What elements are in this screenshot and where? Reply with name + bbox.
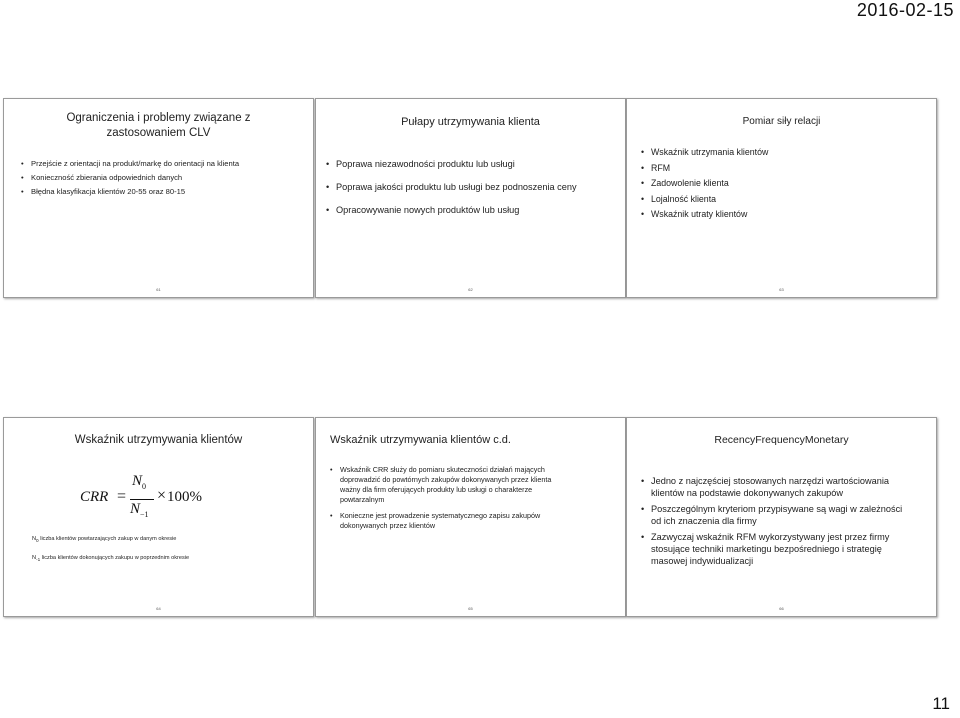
list-item: • Konieczne jest prowadzenie systematycznego zapisu zakupów dokonywanych przez klientów: [330, 511, 569, 531]
formula-lhs: CRR: [80, 489, 109, 505]
fraction-bar: [130, 499, 154, 500]
definition-item: $N_{-1}$ liczba klientów dokonujących zakupu w poprzednim okresie: [32, 555, 190, 563]
list-item: • Błędna klasyfikacja klientów 20-55 oraz 80-15: [21, 185, 303, 199]
list-item: • Zazwyczaj wskaźnik RFM wykorzystywany jest przez firmy stosujące techniki marketingu bezpośredniego i strategię masowej indywidualizacji: [641, 531, 906, 567]
formula-numerator: $N_0$: [132, 473, 147, 491]
list-item: • Wskaźnik utraty klientów: [641, 207, 768, 223]
slide-thumbnail: [315, 417, 626, 617]
slide-number: 61: [156, 287, 161, 292]
slide-thumbnail: [3, 98, 314, 298]
slide-thumbnail: [315, 98, 626, 298]
list-item: • Konieczność zbierania odpowiednich danych: [21, 171, 303, 185]
list-item: • Poprawa jakości produktu lub usługi bez podnoszenia ceny: [326, 178, 585, 196]
list-item: • Wskaźnik utrzymania klientów: [641, 145, 768, 161]
slide-number: 62: [468, 287, 473, 292]
page-number: 11: [932, 694, 950, 713]
slide-number: 64: [156, 606, 161, 611]
list-item: • Poprawa niezawodności produktu lub usługi: [326, 155, 585, 173]
slide-title: Pomiar siły relacji: [742, 116, 821, 127]
formula-denominator: $N_{-1}$: [130, 501, 149, 519]
slide-title: Wskaźnik utrzymywania klientów c.d.: [330, 434, 511, 446]
bullet-list: [21, 157, 303, 199]
list-item: • Zadowolenie klienta: [641, 176, 768, 192]
list-item: • Jedno z najczęściej stosowanych narzędzi wartościowania klientów na podstawie dokonywanych zakupów: [641, 475, 906, 499]
bullet-list: [330, 465, 569, 537]
formula-times: ×: [157, 487, 167, 504]
bullet-list: [641, 145, 768, 223]
bullet-list: [641, 475, 906, 571]
slide-title: Ograniczenia i problemy związane z zastosowaniem CLV: [66, 112, 251, 139]
definition-item: $N_0$ liczba klientów powtarzających zakup w danym okresie: [32, 536, 177, 544]
slide-title: Wskaźnik utrzymywania klientów: [74, 434, 243, 446]
formula-equals: =: [117, 488, 127, 505]
slide-thumbnail: [626, 98, 937, 298]
formula-definitions: [32, 536, 189, 574]
crr-formula: [80, 473, 230, 528]
list-item: • Opracowywanie nowych produktów lub usług: [326, 201, 585, 219]
list-item: • Poszczególnym kryteriom przypisywane są wagi w zależności od ich znaczenia dla firmy: [641, 503, 906, 527]
list-item: • RFM: [641, 161, 768, 177]
slide-thumbnail: [3, 417, 314, 617]
slide-title: Pułapy utrzymywania klienta: [401, 116, 540, 128]
list-item: • Przejście z orientacji na produkt/markę do orientacji na klienta: [21, 157, 303, 171]
formula-factor: 100%: [167, 489, 202, 505]
header-date: 2016-02-15: [856, 0, 954, 20]
list-item: • Lojalność klienta: [641, 192, 768, 208]
slide-title: RecencyFrequencyMonetary: [714, 434, 849, 446]
bullet-list: [326, 155, 585, 224]
slide-number: 65: [468, 606, 473, 611]
slide-number: 66: [779, 606, 784, 611]
slide-thumbnail: [626, 417, 937, 617]
list-item: • Wskaźnik CRR służy do pomiaru skuteczności działań mających doprowadzić do powtórnych zakupów dokonywanych przez klienta ważny dla firm oferujących produkty lub usługi o charakterze powtarzalnym: [330, 465, 569, 505]
slide-number: 63: [779, 287, 784, 292]
